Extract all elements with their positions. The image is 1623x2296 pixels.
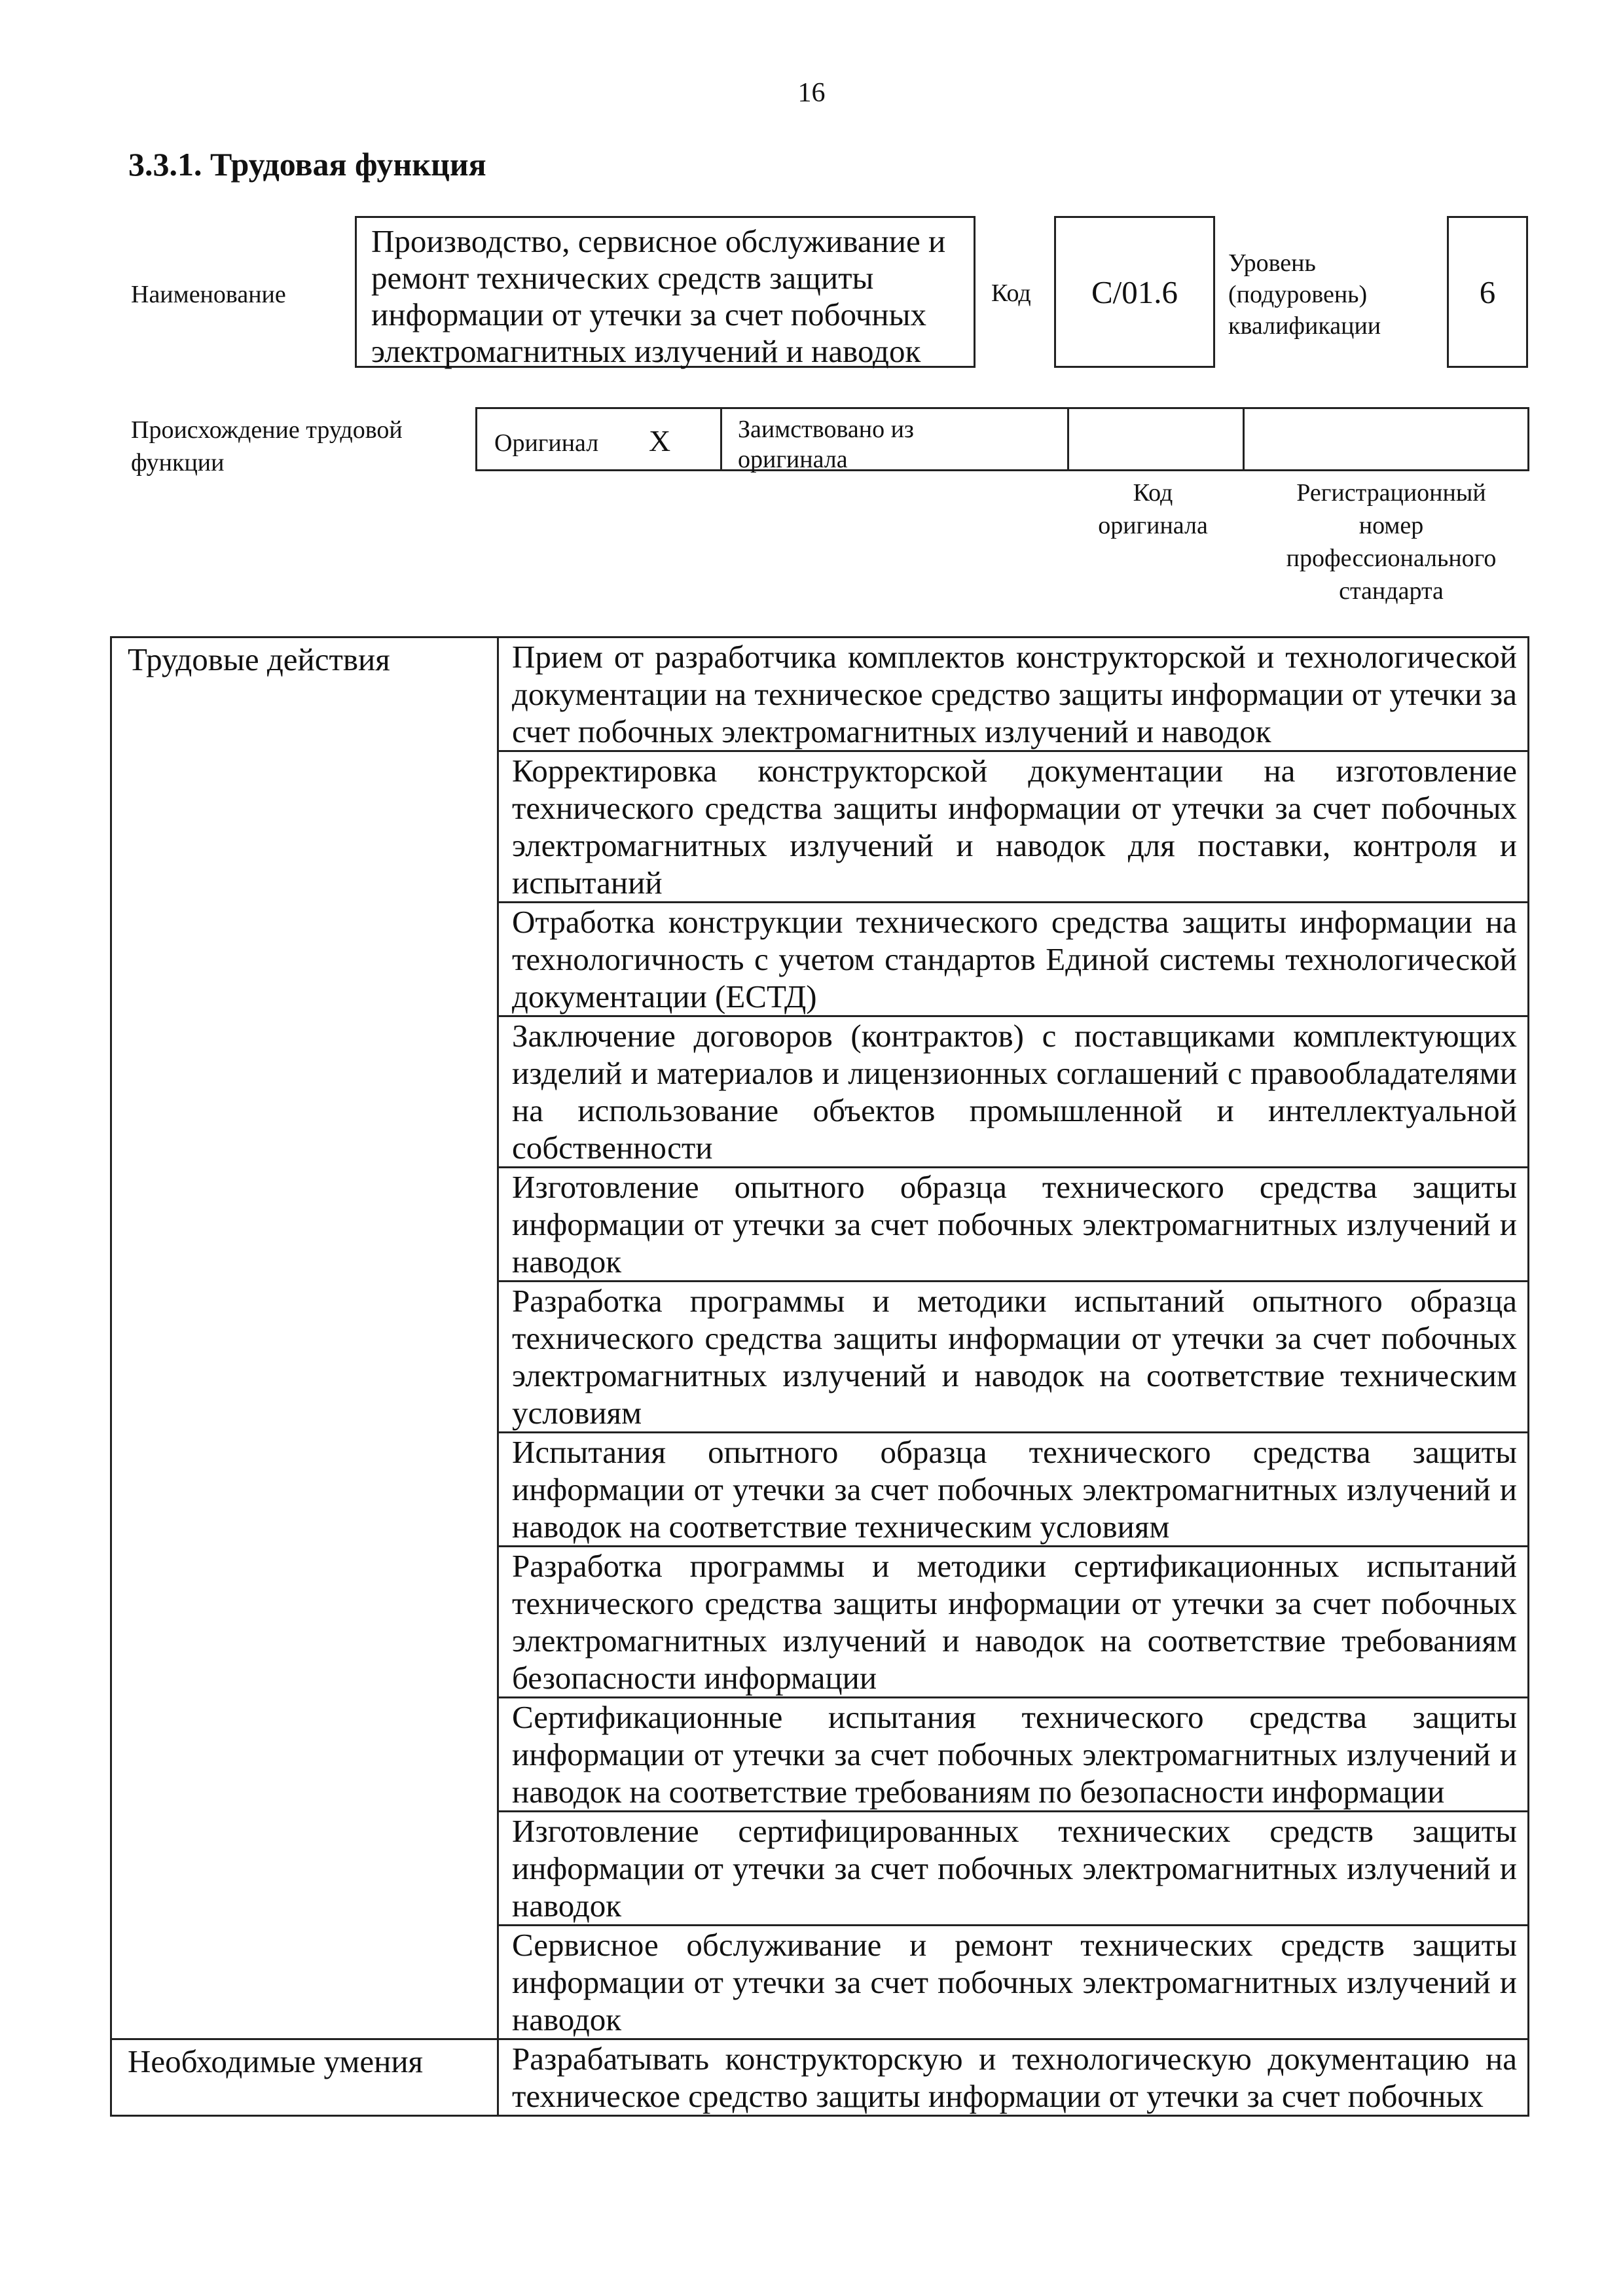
- caption-line: Регистрационный: [1296, 479, 1486, 507]
- code-value: C/01.6: [1091, 274, 1178, 310]
- labor-action-item: Сертификационные испытания технического средства защиты информации от утечки за счет побочных электромагнитных излучений и наводок на соответствие требованиям по безопасности информации: [498, 1698, 1529, 1812]
- labor-action-item: Изготовление сертифицированных технических средств защиты информации от утечки за счет побочных электромагнитных излучений и наводок: [498, 1812, 1529, 1926]
- qualification-level-box: [1447, 216, 1528, 368]
- original-label: Оригинал: [494, 429, 599, 457]
- origin-label-line: Происхождение трудовой: [131, 416, 403, 444]
- borrowed-label-line: Заимствовано из: [738, 416, 914, 443]
- labor-action-item: Заключение договоров (контрактов) с поставщиками комплектующих изделий и материалов и лицензионных соглашений с правообладателями на использование объектов промышленной и интеллектуальной собственности: [498, 1016, 1529, 1168]
- code-label: Код: [991, 279, 1031, 307]
- labor-action-item: Отработка конструкции технического средства защиты информации на технологичность с учетом стандартов Единой системы технологической документации (ЕСТД): [498, 903, 1529, 1016]
- caption-line: Код: [1133, 479, 1173, 507]
- labor-function-table: [110, 636, 1529, 2117]
- level-label-line: квалификации: [1228, 312, 1381, 340]
- registration-number-cell: [1245, 409, 1527, 469]
- qualification-level-value: 6: [1479, 274, 1496, 310]
- labor-action-item: Разработка программы и методики испытаний опытного образца технического средства защиты информации от утечки за счет побочных электромагнитных излучений и наводок на соответствие техническим условиям: [498, 1282, 1529, 1433]
- caption-line: стандарта: [1339, 577, 1444, 605]
- function-name-line: Производство, сервисное обслуживание и: [371, 223, 946, 259]
- code-value-box: [1054, 216, 1215, 368]
- function-name-line: ремонт технических средств защиты: [371, 260, 874, 296]
- caption-line: профессионального: [1286, 545, 1497, 572]
- original-cell: [477, 409, 722, 469]
- qualification-level-label: [1228, 247, 1425, 342]
- origin-table: [475, 407, 1529, 471]
- table-row: [111, 2039, 1529, 2116]
- original-code-cell: [1069, 409, 1245, 469]
- original-code-caption: [1071, 476, 1235, 542]
- labor-action-item: Сервисное обслуживание и ремонт технических средств защиты информации от утечки за счет побочных электромагнитных излучений и наводок: [498, 1926, 1529, 2039]
- level-label-line: Уровень: [1228, 249, 1316, 277]
- origin-label-line: функции: [131, 449, 225, 476]
- name-label: Наименование: [131, 281, 286, 308]
- function-name-box: [355, 216, 976, 368]
- skill-item: Разрабатывать конструкторскую и технологическую документацию на техническое средство защиты информации от утечки за счет побочных: [498, 2039, 1529, 2116]
- borrowed-label-line: оригинала: [738, 446, 848, 473]
- labor-action-item: Корректировка конструкторской документации на изготовление технического средства защиты информации от утечки за счет побочных электромагнитных излучений и наводок для поставки, контроля и испытаний: [498, 751, 1529, 903]
- labor-action-item: Прием от разработчика комплектов конструкторской и технологической документации на техническое средство защиты информации от утечки за счет побочных электромагнитных излучений и наводок: [498, 637, 1529, 751]
- section-title: 3.3.1. Трудовая функция: [128, 146, 486, 183]
- labor-action-item: Разработка программы и методики сертификационных испытаний технического средства защиты информации от утечки за счет побочных электромагнитных излучений и наводок на соответствие требованиям безопасности информации: [498, 1547, 1529, 1698]
- level-label-line: (подуровень): [1228, 281, 1368, 308]
- registration-number-caption: [1250, 476, 1532, 607]
- page-number: 16: [797, 78, 826, 108]
- table-row: [111, 637, 1529, 751]
- function-name-line: электромагнитных излучений и наводок: [371, 333, 921, 369]
- labor-action-item: Изготовление опытного образца технического средства защиты информации от утечки за счет побочных электромагнитных излучений и наводок: [498, 1168, 1529, 1282]
- origin-label: [131, 414, 458, 479]
- caption-line: оригинала: [1098, 512, 1208, 539]
- labor-action-item: Испытания опытного образца технического средства защиты информации от утечки за счет побочных электромагнитных излучений и наводок на соответствие техническим условиям: [498, 1433, 1529, 1547]
- skills-label: Необходимые умения: [111, 2039, 498, 2116]
- borrowed-cell: [722, 409, 1069, 473]
- labor-actions-label: Трудовые действия: [111, 637, 498, 2039]
- original-mark: X: [649, 424, 671, 457]
- caption-line: номер: [1359, 512, 1424, 539]
- function-name-line: информации от утечки за счет побочных: [371, 296, 927, 332]
